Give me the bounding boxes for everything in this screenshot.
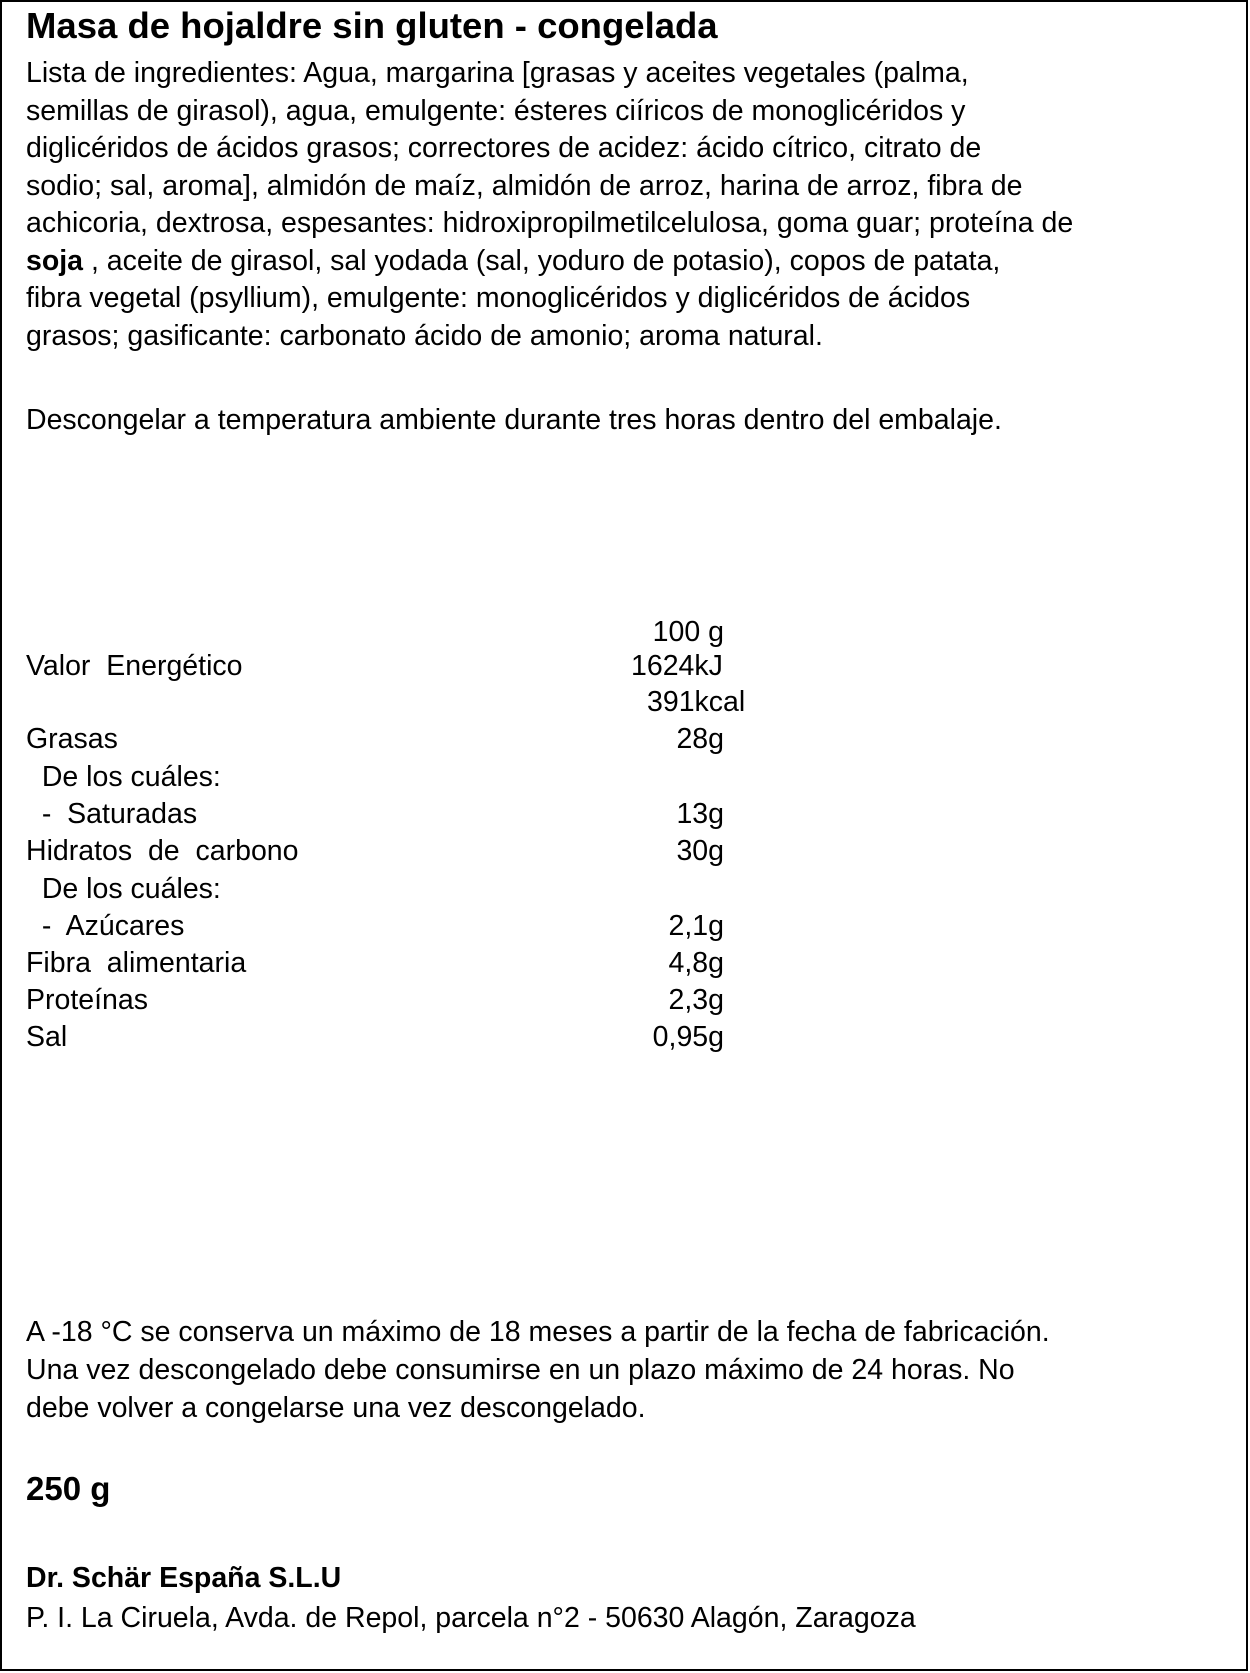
- storage-line: debe volver a congelarse una vez descongelado.: [26, 1392, 646, 1424]
- nutrition-value-energy-kcal: 391kcal: [647, 686, 746, 718]
- ingredients-list: [26, 55, 1226, 355]
- nutrition-label: Grasas: [26, 723, 118, 755]
- company-name: Dr. Schär España S.L.U: [26, 1562, 342, 1594]
- company-address: P. I. La Ciruela, Avda. de Repol, parcela n°2 - 50630 Alagón, Zaragoza: [26, 1602, 916, 1634]
- ingredients-line: Lista de ingredientes: Agua, margarina [grasas y aceites vegetales (palma,: [26, 57, 969, 89]
- nutrition-value: 0,95g: [652, 1021, 724, 1053]
- nutrition-value: 28g: [676, 723, 724, 755]
- nutrition-value: 2,3g: [668, 984, 724, 1016]
- ingredients-line: diglicéridos de ácidos grasos; correctores de acidez: ácido cítrico, citrato de: [26, 132, 982, 164]
- ingredients-line: semillas de girasol), agua, emulgente: ésteres ciíricos de monoglicéridos y: [26, 94, 966, 127]
- net-weight: 250 g: [26, 1470, 111, 1507]
- storage-line: A -18 °C se conserva un máximo de 18 meses a partir de la fecha de fabricación.: [26, 1316, 1050, 1348]
- nutrition-label: - Azúcares: [26, 910, 185, 942]
- ingredients-line: grasos; gasificante: carbonato ácido de amonio; aroma natural.: [26, 319, 823, 352]
- nutrition-label: Fibra alimentaria: [26, 947, 247, 979]
- nutrition-header: 100 g: [652, 616, 724, 648]
- thaw-instructions: Descongelar a temperatura ambiente durante tres horas dentro del embalaje.: [26, 404, 1002, 436]
- storage-line: Una vez descongelado debe consumirse en un plazo máximo de 24 horas. No: [26, 1354, 1015, 1386]
- nutrition-label: Valor Energético: [26, 650, 243, 682]
- nutrition-value: 2,1g: [668, 910, 724, 942]
- nutrition-sublabel: De los cuáles:: [26, 761, 221, 793]
- nutrition-value: 13g: [676, 798, 724, 830]
- ingredients-line: sodio; sal, aroma], almidón de maíz, almidón de arroz, harina de arroz, fibra de: [26, 169, 1023, 202]
- nutrition-label: Proteínas: [26, 984, 148, 1016]
- ingredients-line-allergen: [26, 243, 1226, 281]
- storage-instructions: [26, 1313, 1050, 1427]
- ingredients-line: fibra vegetal (psyllium), emulgente: monoglicéridos y diglicéridos de ácidos: [26, 282, 971, 314]
- allergen-soja: soja: [26, 244, 84, 277]
- nutrition-label: Hidratos de carbono: [26, 835, 299, 867]
- nutrition-value: 4,8g: [668, 947, 724, 979]
- nutrition-sublabel: De los cuáles:: [26, 873, 221, 905]
- nutrition-label: - Saturadas: [26, 798, 198, 830]
- nutrition-value-energy-kj: 1624kJ: [631, 650, 723, 682]
- ingredients-line-rest: , aceite de girasol, sal yodada (sal, yoduro de potasio), copos de patata,: [83, 244, 1001, 277]
- nutrition-label: Sal: [26, 1021, 68, 1053]
- nutrition-value: 30g: [676, 835, 724, 867]
- ingredients-line: achicoria, dextrosa, espesantes: hidroxipropilmetilcelulosa, goma guar; proteína de: [26, 207, 1074, 239]
- product-title: Masa de hojaldre sin gluten - congelada: [26, 5, 718, 46]
